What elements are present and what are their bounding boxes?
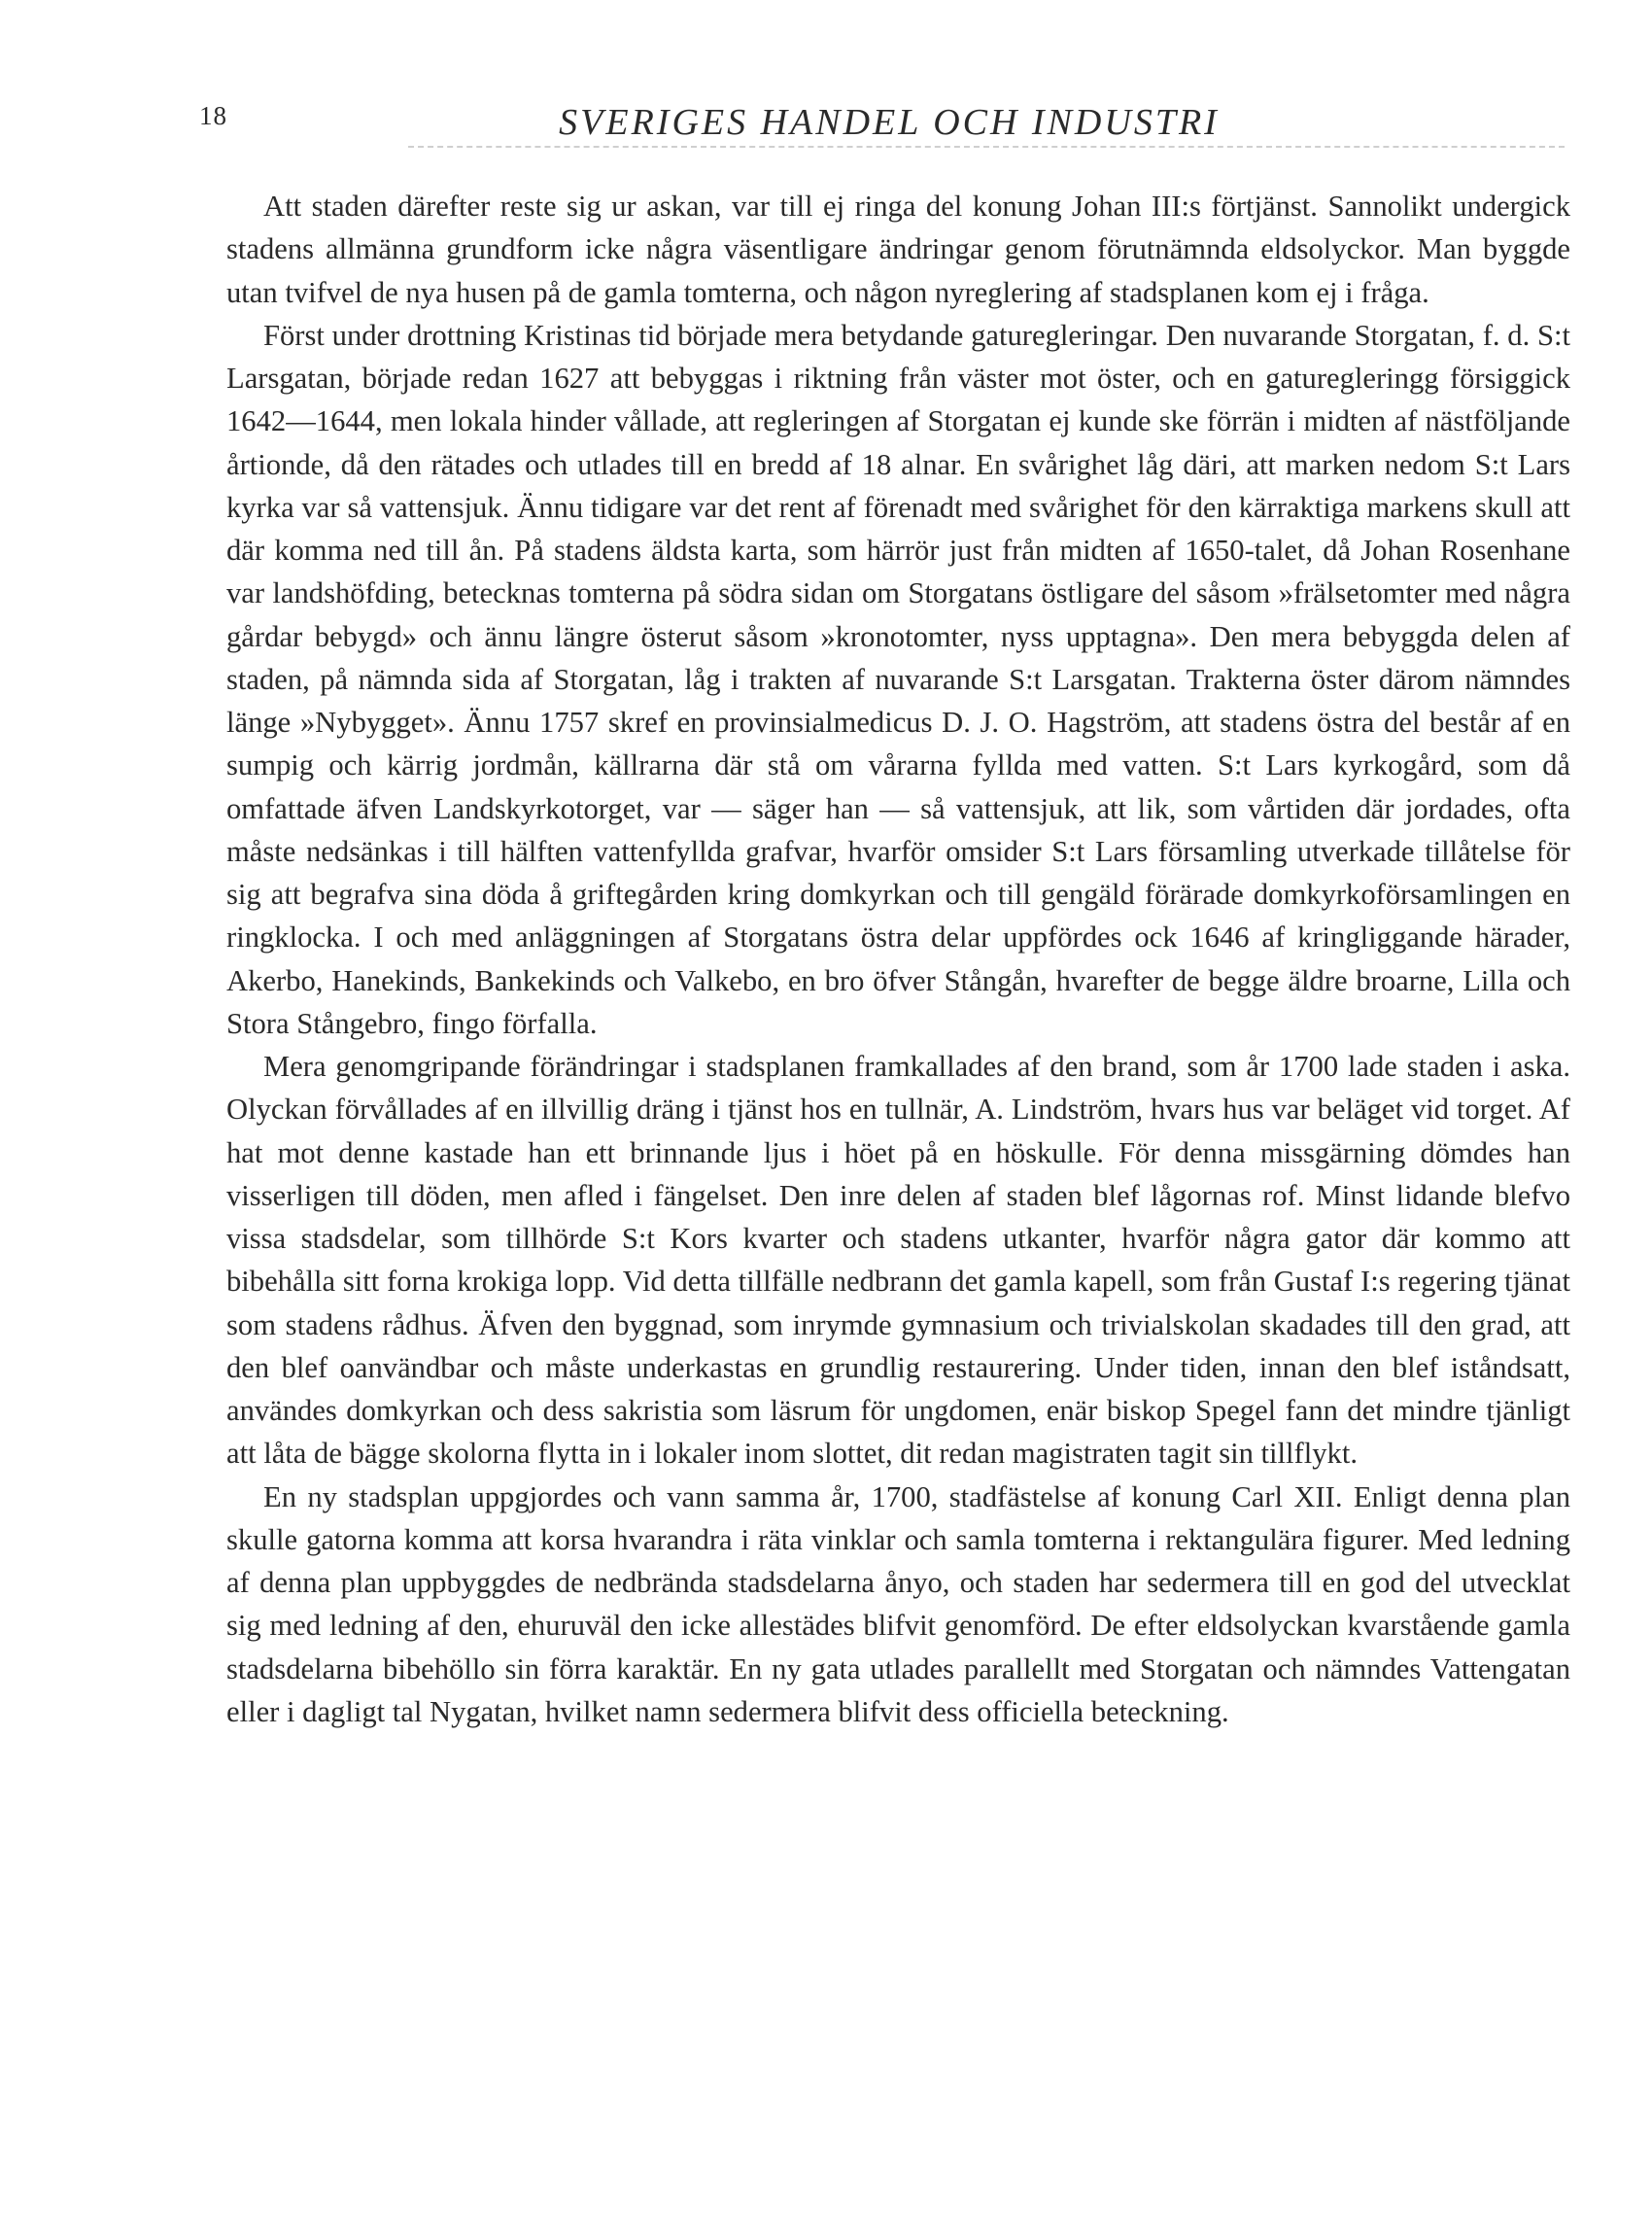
header-rule [408, 146, 1565, 148]
paragraph: Mera genomgripande förändringar i stadsplanen framkallades af den brand, som år 1700 lade staden i aska. Olyckan förvållades af en illvillig dräng i tjänst hos en tullnär, A. Lindström, hvars hus var beläget vid torget. Af hat mot denne kastade han ett brinnande ljus i höet på en höskulle. För denna missgärning dömdes han visserligen till döden, men afled i fängelset. Den inre delen af staden blef lågornas rof. Minst lidande blefvo vissa stadsdelar, som tillhörde S:t Kors kvarter och stadens utkanter, hvarför några gator där kommo att bibehålla sitt forna krokiga lopp. Vid detta tillfälle nedbrann det gamla kapell, som från Gustaf I:s regering tjänat som stadens rådhus. Äfven den byggnad, som inrymde gymnasium och trivialskolan skadades till den grad, att den blef oanvändbar och måste underkastas en grundlig restaurering. Under tiden, innan den blef iståndsatt, användes domkyrkan och dess sakristia som läsrum för ungdomen, enär biskop Spegel fann det mindre tjänligt att låta de bägge skolorna flytta in i lokaler inom slottet, dit redan magistraten tagit sin tillflykt. [226, 1050, 1570, 1471]
running-title: SVERIGES HANDEL OCH INDUSTRI [559, 102, 1220, 143]
paragraph: En ny stadsplan uppgjordes och vann samma år, 1700, stadfästelse af konung Carl XII. Enligt denna plan skulle gatorna komma att korsa hvarandra i räta vinklar och samla tomterna i rektangulära figurer. Med ledning af denna plan uppbyggdes de nedbrända stadsdelarna ånyo, och staden har sedermera till en god del utvecklat sig med ledning af den, ehuruväl den icke allestädes blifvit genomförd. De efter eldsolyckan kvarstående gamla stadsdelarna bibehöllo sin förra karaktär. En ny gata utlades parallellt med Storgatan och nämndes Vattengatan eller i dagligt tal Nygatan, hvilket namn sedermera blifvit dess officiella beteckning. [226, 1479, 1570, 1728]
body-text [226, 185, 1570, 1733]
page-number: 18 [199, 101, 227, 130]
page-header [199, 101, 1579, 150]
paragraph: Att staden därefter reste sig ur askan, var till ej ringa del konung Johan III:s förtjänst. Sannolikt undergick stadens allmänna grundform icke några väsentligare ändringar genom förutnämnda eldsolyckor. Man byggde utan tvifvel de nya husen på de gamla tomterna, och någon nyreglering af stadsplanen kom ej i fråga. [226, 190, 1570, 309]
paragraph: Först under drottning Kristinas tid började mera betydande gaturegleringar. Den nuvarande Storgatan, f. d. S:t Larsgatan, började redan 1627 att bebyggas i riktning från väster mot öster, och en gaturegleringg försiggick 1642—1644, men lokala hinder vållade, att regleringen af Storgatan ej kunde ske förrän i midten af nästföljande årtionde, då den rätades och utlades till en bredd af 18 alnar. En svårighet låg däri, att marken nedom S:t Lars kyrka var så vattensjuk. Ännu tidigare var det rent af förenadt med svårighet för den kärraktiga markens skull att där komma ned till ån. På stadens äldsta karta, som härrör just från midten af 1650-talet, då Johan Rosenhane var landshöfding, betecknas tomterna på södra sidan om Storgatans östligare del såsom »frälsetomter med några gårdar bebygd» och ännu längre österut såsom »kronotomter, nyss upptagna». Den mera bebyggda delen af staden, på nämnda sida af Storgatan, låg i trakten af nuvarande S:t Larsgatan. Trakterna öster därom nämndes länge »Nybygget». Ännu 1757 skref en provinsialmedicus D. J. O. Hagström, att stadens östra del består af en sumpig och kärrig jordmån, källrarna där stå om vårarna fyllda med vatten. S:t Lars kyrkogård, som då omfattade äfven Landskyrkotorget, var — säger han — så vattensjuk, att lik, som vårtiden där jordades, ofta måste nedsänkas i till hälften vattenfyllda grafvar, hvarför omsider S:t Lars församling utverkade tillåtelse för sig att begrafva sina döda å griftegården kring domkyrkan och till gengäld förärade domkyrkoförsamlingen en ringklocka. I och med anläggningen af Storgatans östra delar uppfördes ock 1646 af kringliggande härader, Akerbo, Hanekinds, Bankekinds och Valkebo, en bro öfver Stångån, hvarefter de begge äldre broarne, Lilla och Stora Stångebro, fingo förfalla. [226, 318, 1570, 1040]
